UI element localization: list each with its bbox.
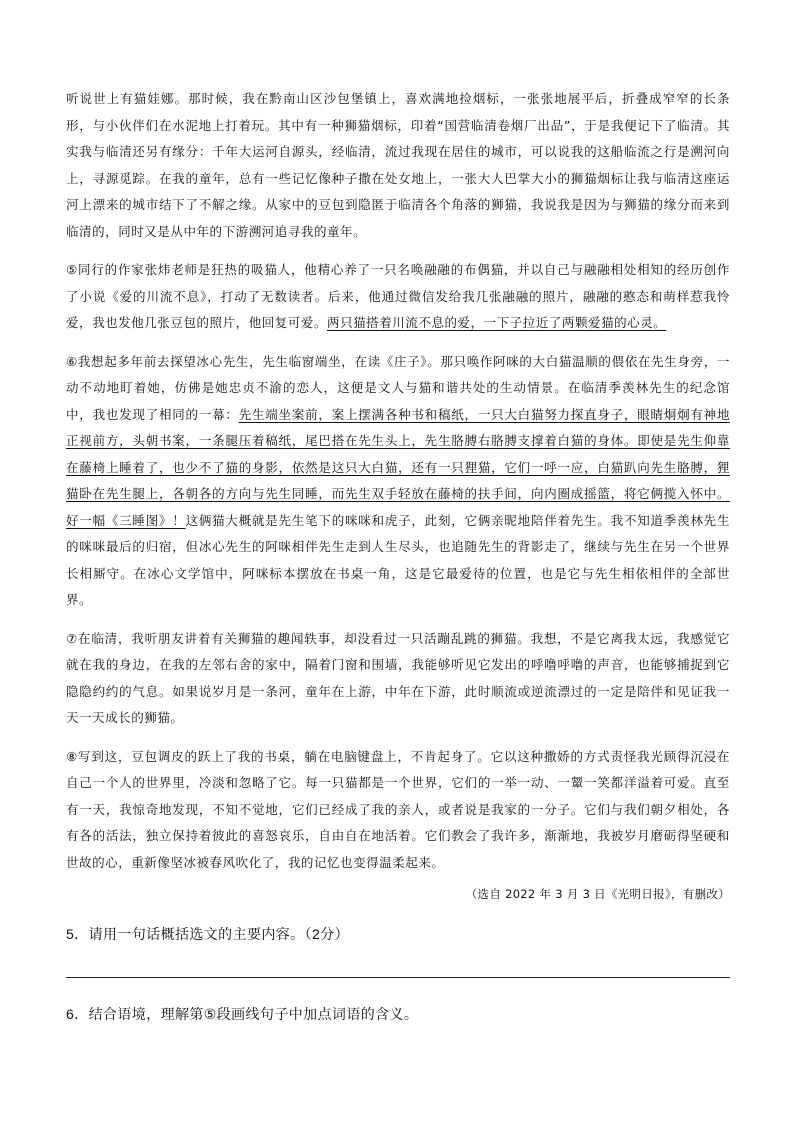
- paragraph-text: ⑧写到这，豆包调皮的跃上了我的书桌，躺在电脑键盘上，不肯起身了。它以这种撒娇的方式责怪我光顾得沉浸在自己一个人的世界里，冷淡和忽略了它。每一只猫都是一个世界，它们的一举一动、一颦一笑都洋溢着可爱。直至有一天，我惊奇地发现，不知不觉地，它们已经成了我的亲人，或者说是我家的一分子。它们与我们朝夕相处，各有各的活法，独立保持着彼此的喜怒哀乐，自由自在地活着。它们教会了我许多，渐渐地，我被岁月磨砺得坚硬和世故的心，重新像坚冰被春风吹化了，我的记忆也变得温柔起来。: [66, 748, 730, 870]
- question-5: 5．请用一句话概括选文的主要内容。（2分）: [66, 926, 349, 942]
- paragraph-text: ⑤同行的作家张炜老师是狂热的吸猫人，他精心养了一只名唤融融的布偶猫，并以自己与融融相处相知的经历创作了小说《爱的川流不息》，打动了无数读者。后来，他通过微信发给我几张融融的照片，融融的憨态和萌样惹我怜爱，我也发他几张豆包的照片，他回复可爱。: [66, 262, 730, 330]
- paragraph-text: ⑦在临清，我听朋友讲着有关狮猫的趣闻轶事，却没看过一只活蹦乱跳的狮猫。我想，不是它离我太远，我感觉它就在我的身边，在我的左邻右舍的家中，隔着门窗和围墙，我能够听见它发出的呼噜呼噜的声音，也能够捕捉到它隐隐约约的气息。如果说岁月是一条河，童年在上游，中年在下游，此时顺流或逆流漂过的一定是陪伴和见证我一天一天成长的狮猫。: [66, 630, 730, 725]
- paragraph-6: [66, 349, 730, 614]
- underlined-sentence: 先生端坐案前，案上摆满各种书和稿纸，一只大白猫努力探直身子，眼睛炯炯有神地正视前方，头朝书案，一条腿压着稿纸，尾巴搭在先生头上，先生胳膊右胳膊支撑着白猫的身体。即使是先生仰靠在藤椅上睡着了，也少不了猫的身影，依然是这只大白猫，还有一只狸猫，它们一呼一应，白猫趴向先生胳膊，狸猫卧在先生腿上，各朝各的方向与先生同睡，而先生双手轻放在藤椅的扶手间，向内圈成摇篮，将它俩揽入怀中。好一幅《三睡图》！: [66, 406, 730, 528]
- underlined-sentence: 两只猫搭着川流不息的爱，一下子拉近了两颗爱猫的心灵。: [327, 315, 667, 330]
- question-6: 6．结合语境，理解第⑤段画线句子中加点词语的含义。: [66, 1006, 419, 1022]
- paragraph-text: ⑥我想起多年前去探望冰心先生，先生临窗端坐，在读《庄子》。那只唤作阿咪的大白猫温顺的偎依在先生身旁，一动不动地盯着她，仿佛是她忠贞不渝的恋人，这便是文人与猫和谐共处的生动情景。在临清季羡林先生的纪念馆中，我也发现了相同的一幕：: [66, 353, 730, 422]
- paragraph-8: [66, 744, 730, 877]
- paragraph-text: 这俩猫大概就是先生笔下的咪咪和虎子，此刻，它俩亲昵地陪伴着先生。我不知道季羡林先生的咪咪最后的归宿，但冰心先生的阿咪相伴先生走到人生尽头，也追随先生的背影走了，继续与先生在另一个世界长相厮守。在冰心文学馆中，阿咪标本摆放在书桌一角，这是它最爱待的位置，也是它与先生相依相伴的全部世界。: [66, 512, 730, 607]
- paragraph-text: 听说世上有猫娃娜。那时候，我在黔南山区沙包堡镇上，喜欢满地捡烟标，一张张地展平后，折叠成窄窄的长条形，与小伙伴们在水泥地上打着玩。其中有一种狮猫烟标，印着“国营临清卷烟厂出品”，于是我便记下了临清。其实我与临清还另有缘分：千年大运河自源头，经临清，流过我现在居住的城市，可以说我的这船临流之行是溯河向上，寻源觅踪。在我的童年，总有一些记忆像种子撒在处女地上，一张大人巴掌大小的狮猫烟标让我与临清这座运河上漂来的城市结下了不解之缘。从家中的豆包到隐匿于临清各个角落的狮猫，我说我是因为与狮猫的缘分而来到临清的，同时又是从中年的下游溯河追寻我的童年。: [66, 91, 730, 239]
- paragraph-intro: [66, 86, 730, 245]
- source-citation: （选自 2022 年 3 月 3 日《光明日报》，有删改）: [465, 887, 730, 901]
- paragraph-5: [66, 257, 730, 337]
- passage-content: [66, 86, 730, 1024]
- paragraph-7: [66, 626, 730, 732]
